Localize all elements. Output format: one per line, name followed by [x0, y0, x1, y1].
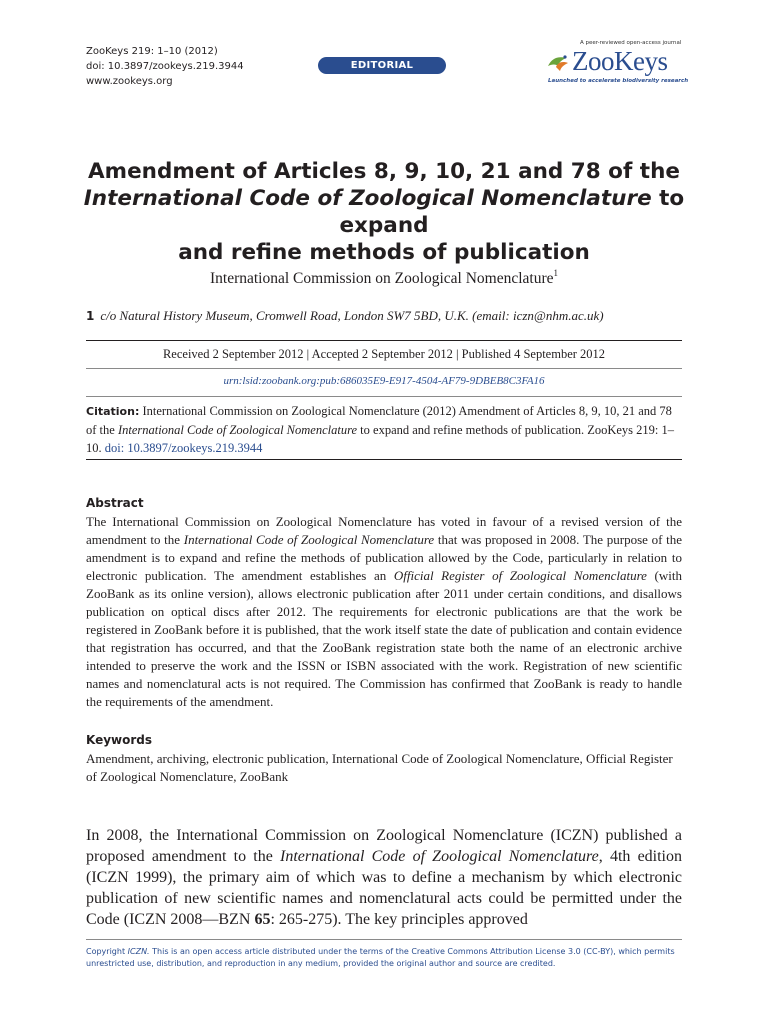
abstract-text	[86, 513, 682, 711]
logo-wordmark: ZooKeys	[572, 46, 668, 76]
author-affiliation-marker: 1	[553, 268, 558, 278]
zookeys-logo[interactable]	[532, 40, 692, 90]
article-title	[70, 158, 698, 266]
copyright-part-2: This is an open access article distributed under the terms of the Creative Commons Attribution License 3.0 (CC-BY), which permits unrestricted use, distribution, and reproduction in any medium, provided the original author and source are credited.	[86, 947, 675, 968]
journal-url-line[interactable]: www.zookeys.org	[86, 76, 173, 87]
zoobank-urn[interactable]: urn:lsid:zoobank.org:pub:686035E9-E917-4504-AF79-9DBEB8C3FA16	[223, 375, 545, 387]
body-paragraph	[86, 825, 682, 930]
abstract-italic-1: International Code of Zoological Nomenclature	[183, 532, 435, 547]
copyright-holder: ICZN.	[127, 947, 150, 956]
divider-urn	[86, 396, 682, 397]
copyright-notice	[86, 946, 686, 970]
title-line-2	[70, 185, 698, 239]
citation-label: Citation:	[86, 405, 140, 418]
abstract-part-3: (with ZooBank as its online version), allows electronic publication after 2011 under certain conditions, and disallows publication on optical discs after 2012. The requirements for electronic publications are that the work be registered in ZooBank before it is published, that the work itself state the date of publication and contain evidence that registration has occurred, and that the ZooBank registration state both the name of an electronic archive intended to preserve the work and the ISSN or ISBN associated with the work. Registration of new scientific names and nomenclatural acts is not required. The Commission has confirmed that ZooBank is ready to handle the requirements of the amendment.	[86, 568, 682, 709]
keywords-heading: Keywords	[86, 733, 153, 747]
zookeys-bird-logo-icon	[546, 52, 570, 74]
citation-doi-link[interactable]: doi: 10.3897/zookeys.219.3944	[104, 441, 263, 455]
journal-citation-line: ZooKeys 219: 1–10 (2012)	[86, 46, 218, 57]
citation-code-name: International Code of Zoological Nomenclature	[117, 423, 358, 437]
citation-block	[86, 402, 682, 457]
author-name: International Commission on Zoological Nomenclature	[209, 270, 554, 287]
section-badge: EDITORIAL	[318, 57, 446, 74]
keywords-text: Amendment, archiving, electronic publication, International Code of Zoological Nomenclature, Official Register of Zoological Nomenclature, ZooBank	[86, 751, 673, 784]
article-author	[0, 270, 768, 288]
title-code-name: International Code of Zoological Nomenclature	[83, 186, 652, 211]
abstract-part-2: that was proposed in 2008. The purpose of the amendment is to expand and refine the methods of publication allowed by the Code, particularly in relation to electronic publication. The amendment establishes an	[86, 532, 683, 583]
abstract-part-1: The International Commission on Zoological Nomenclature has voted in favour of a revised version of the amendment to the	[86, 514, 682, 547]
publication-dates: Received 2 September 2012 | Accepted 2 September 2012 | Published 4 September 2012	[162, 347, 606, 361]
body-part-3: : 265-275). The key principles approved	[270, 911, 528, 928]
divider-citation	[86, 459, 682, 460]
citation-text-2: to expand and refine methods of publication. ZooKeys 219: 1–10.	[86, 423, 674, 455]
journal-doi-line: doi: 10.3897/zookeys.219.3944	[86, 61, 244, 72]
abstract-heading: Abstract	[86, 496, 144, 510]
affiliation-text: c/o Natural History Museum, Cromwell Road, London SW7 5BD, U.K. (email: iczn@nhm.ac.uk)	[100, 308, 604, 323]
title-line-1: Amendment of Articles 8, 9, 10, 21 and 78 of the	[88, 159, 680, 184]
citation-text-1: International Commission on Zoological Nomenclature (2012) Amendment of Articles 8, 9, 10, 21 and 78 of the	[86, 404, 672, 437]
footer-divider	[86, 939, 682, 940]
affiliation-number: 1	[86, 309, 95, 323]
title-line-3: and refine methods of publication	[178, 240, 590, 265]
copyright-part-1: Copyright	[86, 947, 128, 956]
abstract-italic-2: Official Register of Zoological Nomenclature	[393, 568, 647, 583]
logo-tagline: A peer-reviewed open-access journal	[580, 40, 682, 46]
body-italic-1: International Code of Zoological Nomenclature	[280, 848, 599, 865]
author-affiliation	[86, 308, 604, 324]
logo-subtitle: Launched to accelerate biodiversity research	[548, 78, 689, 84]
body-part-2: , 4th edition (ICZN 1999), the primary aim of which was to define a mechanism by which electronic publication of new scientific names and nomenclatural acts could be permitted under the Code (ICZN 2008—BZN	[86, 848, 683, 928]
journal-meta	[86, 44, 244, 89]
title-line-2-rest: to expand	[339, 186, 685, 238]
divider-top	[86, 340, 682, 341]
body-part-1: In 2008, the International Commission on Zoological Nomenclature (ICZN) published a proposed amendment to the	[86, 827, 682, 865]
divider-dates	[86, 368, 682, 369]
body-bold-volume: 65	[254, 911, 271, 928]
